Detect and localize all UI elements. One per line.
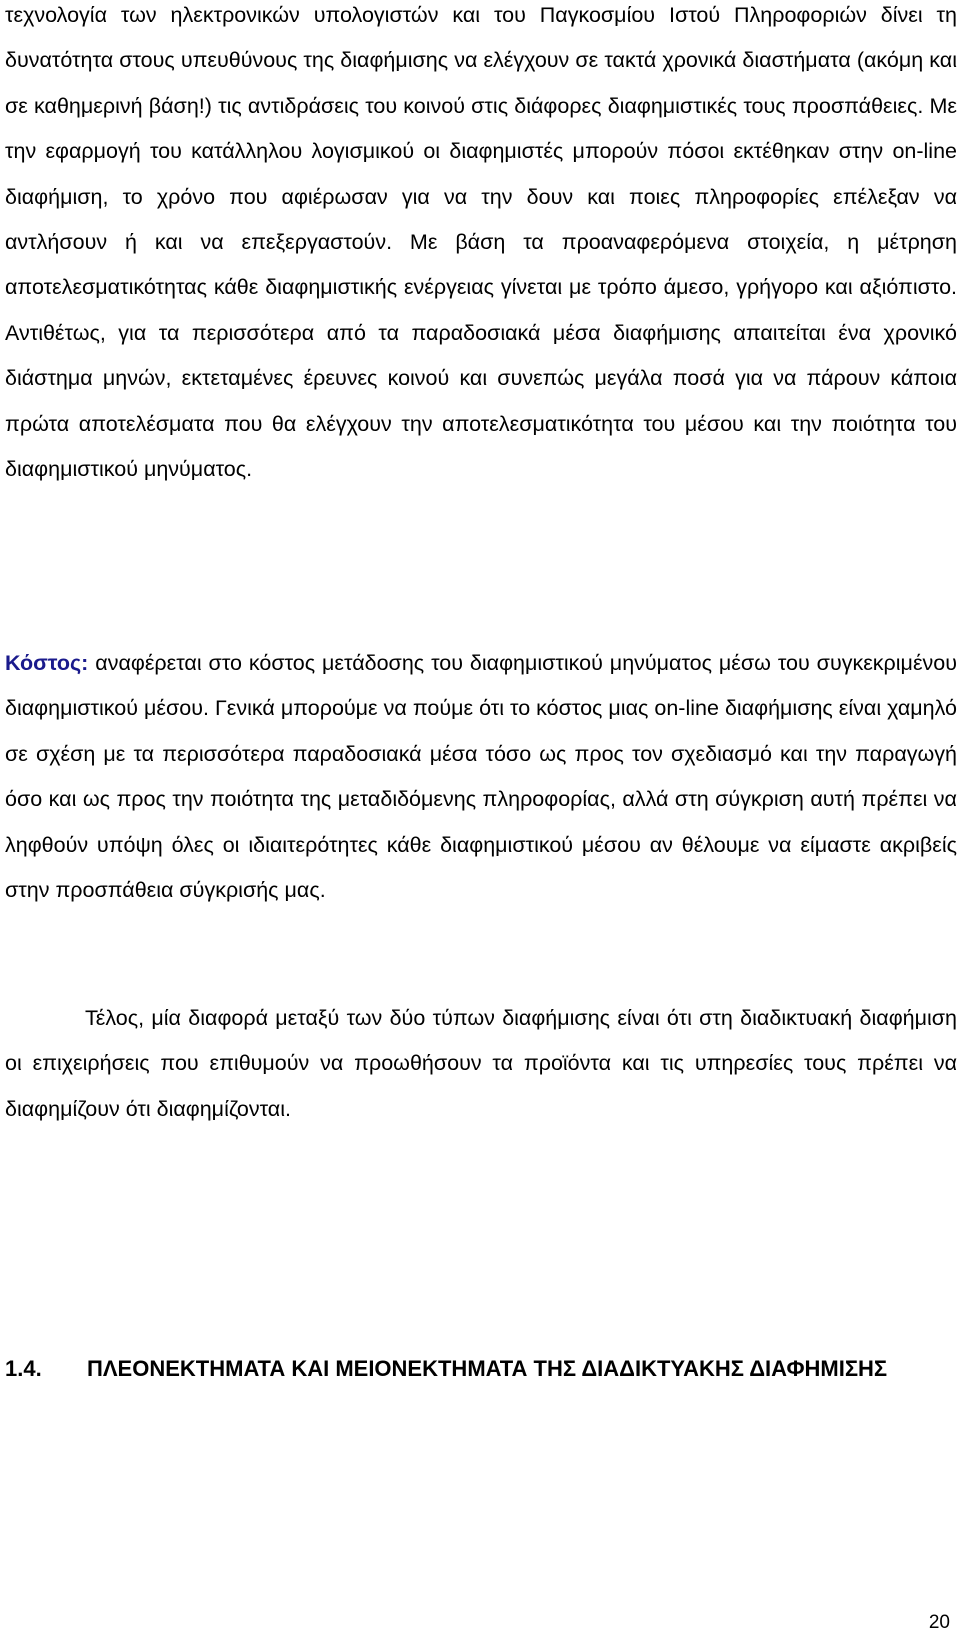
term-cost: Κόστος: xyxy=(5,651,89,675)
paragraph-measurement: τεχνολογία των ηλεκτρονικών υπολογιστών και του Παγκοσμίου Ιστού Πληροφοριών δίνει τη δυνατότητα στους υπευθύνους της διαφήμισης να ελέγχουν σε τακτά χρονικά διαστήματα (ακόμη και σε καθημερινή βάση!) τις αντιδράσεις του κοινού στις διάφορες διαφημιστικές τους προσπάθειες. Με την εφαρμογή του κατάλληλου λογισμικού οι διαφημιστές μπορούν πόσοι εκτέθηκαν στην on-line διαφήμιση, το χρόνο που αφιέρωσαν για να την δουν και ποιες πληροφορίες επέλεξαν να αντλήσουν ή και να επεξεργαστούν. Με βάση τα προαναφερόμενα στοιχεία, η μέτρηση αποτελεσματικότητας κάθε διαφημιστικής ενέργειας γίνεται με τρόπο άμεσο, γρήγορο και αξιόπιστο. Αντιθέτως, για τα περισσότερα από τα παραδοσιακά μέσα διαφήμισης απαιτείται ένα χρονικό διάστημα μηνών, εκτεταμένες έρευνες κοινού και συνεπώς μεγάλα ποσά για να πάρουν κάποια πρώτα αποτελέσματα που θα ελέγχουν την αποτελεσματικότητα του μέσου και την ποιότητα του διαφημιστικού μηνύματος. xyxy=(5,3,957,482)
paragraph-cost xyxy=(5,641,957,913)
paragraph-cost-body: αναφέρεται στο κόστος μετάδοσης του διαφημιστικού μηνύματος μέσω του συγκεκριμένου διαφημιστικού μέσου. Γενικά μπορούμε να πούμε ότι το κόστος μιας on-line διαφήμισης είναι χαμηλό σε σχέση με τα περισσότερα παραδοσιακά μέσα τόσο ως προς τον σχεδιασμό και την παραγωγή όσο και ως προς την ποιότητα της μεταδιδόμενης πληροφορίας, αλλά στη σύγκριση αυτή πρέπει να ληφθούν υπόψη όλες οι ιδιαιτερότητες κάθε διαφημιστικού μέσου αν θέλουμε να είμαστε ακριβείς στην προσπάθεια σύγκρισής μας. xyxy=(5,651,957,903)
section-number: 1.4. xyxy=(5,1356,42,1381)
page-number: 20 xyxy=(928,1612,950,1633)
section-title: ΠΛΕΟΝΕΚΤΗΜΑΤΑ ΚΑΙ ΜΕΙΟΝΕΚΤΗΜΑΤΑ ΤΗΣ ΔΙΑΔΙΚΤΥΑΚΗΣ ΔΙΑΦΗΜΙΣΗΣ xyxy=(87,1356,888,1381)
paragraph-conclusion: Τέλος, μία διαφορά μεταξύ των δύο τύπων διαφήμισης είναι ότι στη διαδικτυακή διαφήμιση οι επιχειρήσεις που επιθυμούν να προωθήσουν τα προϊόντα και τις υπηρεσίες τους πρέπει να διαφημίζουν ότι διαφημίζονται. xyxy=(5,1006,957,1121)
section-heading xyxy=(5,1342,957,1395)
